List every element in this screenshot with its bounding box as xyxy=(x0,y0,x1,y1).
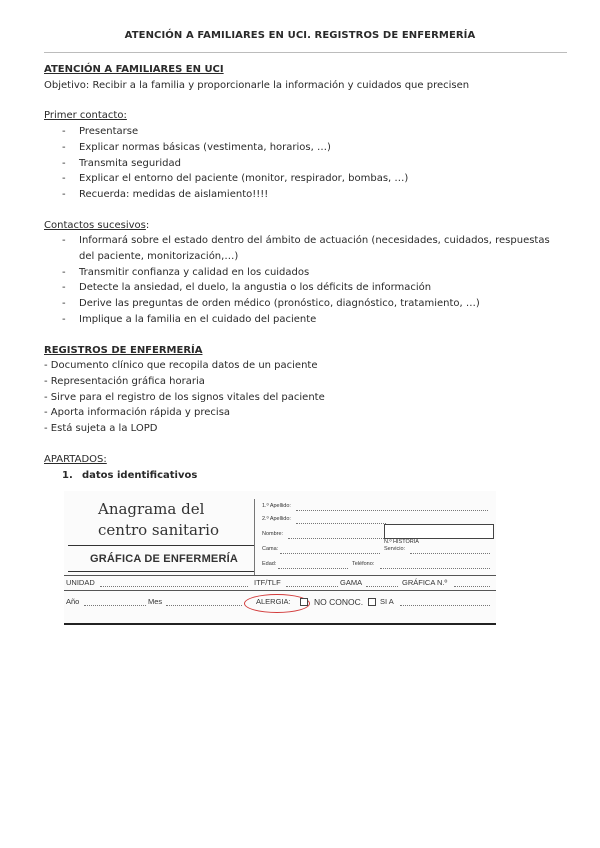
grafica-n-line xyxy=(454,586,490,587)
list-item: - Representación gráfica horaria xyxy=(44,375,205,387)
list-item: - Informará sobre el estado dentro del ámbito de actuación (necesidades, cuidados, respuestas del paciente, monitorización,…) xyxy=(79,233,564,264)
objective-text: Recibir a la familia y proporcionarle la información y cuidados que precisen xyxy=(89,79,470,91)
edad-line xyxy=(278,568,348,569)
telefono-label: Teléfono: xyxy=(352,561,375,567)
si-checkbox xyxy=(368,598,376,606)
servicio-label: Servicio: xyxy=(384,546,406,552)
cama-line xyxy=(280,553,380,554)
apartado-item xyxy=(44,468,564,484)
document-title: ATENCIÓN A FAMILIARES EN UCI. REGISTROS DE ENFERMERÍA xyxy=(124,30,476,41)
unidad-label: UNIDAD xyxy=(66,578,95,587)
itf-line xyxy=(286,586,338,587)
divider xyxy=(64,575,496,576)
cama-label: Cama: xyxy=(262,546,279,552)
logo-text-line1: Anagrama del xyxy=(98,500,205,518)
list-item: - Aporta información rápida y precisa xyxy=(44,407,231,419)
objective-label: Objetivo: xyxy=(44,79,90,91)
list-item: - Documento clínico que recopila datos de un paciente xyxy=(44,360,318,372)
servicio-line xyxy=(410,553,490,554)
subsequent-contacts-heading-line xyxy=(44,218,564,234)
si-a-label: SI A xyxy=(380,597,394,606)
document-body xyxy=(44,62,564,484)
subsequent-contacts-heading: Contactos sucesivos xyxy=(44,219,146,231)
list-item: - Transmita seguridad xyxy=(79,156,564,172)
nombre-line xyxy=(288,538,384,539)
list-item: - Sirve para el registro de los signos vitales del paciente xyxy=(44,391,325,403)
list-item: - Recuerda: medidas de aislamiento!!!! xyxy=(79,187,564,203)
historia-label: N.º HISTORIA xyxy=(384,539,419,545)
chart-sheet-title: GRÁFICA DE ENFERMERÍA xyxy=(90,553,239,565)
apartados-heading: APARTADOS: xyxy=(44,453,107,465)
telefono-line xyxy=(380,568,490,569)
unidad-line xyxy=(100,586,248,587)
ano-label: Año xyxy=(66,597,80,606)
list-item: - Está sujeta a la LOPD xyxy=(44,423,158,435)
divider xyxy=(68,571,254,572)
objective-line xyxy=(44,78,564,94)
list-item: - Derive las preguntas de orden médico (pronóstico, diagnóstico, tratamiento, …) xyxy=(79,296,564,312)
itf-label: ITF/TLF xyxy=(254,578,281,587)
no-conoc-label: NO CONOC. xyxy=(314,597,364,607)
si-a-line xyxy=(400,605,490,606)
list-item: - Presentarse xyxy=(79,124,564,140)
mes-label: Mes xyxy=(148,597,163,606)
gama-label: GAMA xyxy=(340,578,363,587)
historia-box xyxy=(384,524,494,539)
logo-text-line2: centro sanitario xyxy=(98,521,220,539)
edad-label: Edad: xyxy=(262,561,277,567)
first-contact-heading: Primer contacto: xyxy=(44,110,127,122)
mes-line xyxy=(166,605,242,606)
subsequent-contacts-colon: : xyxy=(145,219,150,231)
alergia-label: ALERGIA: xyxy=(256,597,291,606)
apellido1-line xyxy=(296,510,488,511)
apartado-label: datos identificativos xyxy=(82,470,198,482)
nombre-label: Nombre: xyxy=(262,531,284,537)
first-contact-list xyxy=(44,124,564,203)
gama-line xyxy=(366,586,398,587)
section-heading-registros: REGISTROS DE ENFERMERÍA xyxy=(44,344,203,356)
allergy-checkbox xyxy=(300,598,308,606)
divider xyxy=(68,545,254,546)
list-item: - Implique a la familia en el cuidado del paciente xyxy=(79,312,564,328)
section-heading-atencion: ATENCIÓN A FAMILIARES EN UCI xyxy=(44,64,224,75)
list-item: - Transmitir confianza y calidad en los cuidados xyxy=(79,265,564,281)
subsequent-contacts-list xyxy=(44,233,564,327)
ano-line xyxy=(84,605,146,606)
apellido1-label: 1.º Apellido: xyxy=(262,503,291,509)
list-item: - Explicar normas básicas (vestimenta, horarios, …) xyxy=(79,140,564,156)
list-item: - Detecte la ansiedad, el duelo, la angustia o los déficits de información xyxy=(79,280,564,296)
nursing-chart-header-figure xyxy=(64,491,496,625)
apellido2-label: 2.º Apellido: xyxy=(262,516,291,522)
divider xyxy=(64,590,496,591)
apartado-number: 1. xyxy=(62,470,73,482)
list-item: - Explicar el entorno del paciente (monitor, respirador, bombas, …) xyxy=(79,171,564,187)
divider xyxy=(254,499,255,575)
title-divider xyxy=(44,52,567,53)
grafica-n-label: GRÁFICA N.º xyxy=(402,578,448,587)
apellido2-line xyxy=(296,523,386,524)
